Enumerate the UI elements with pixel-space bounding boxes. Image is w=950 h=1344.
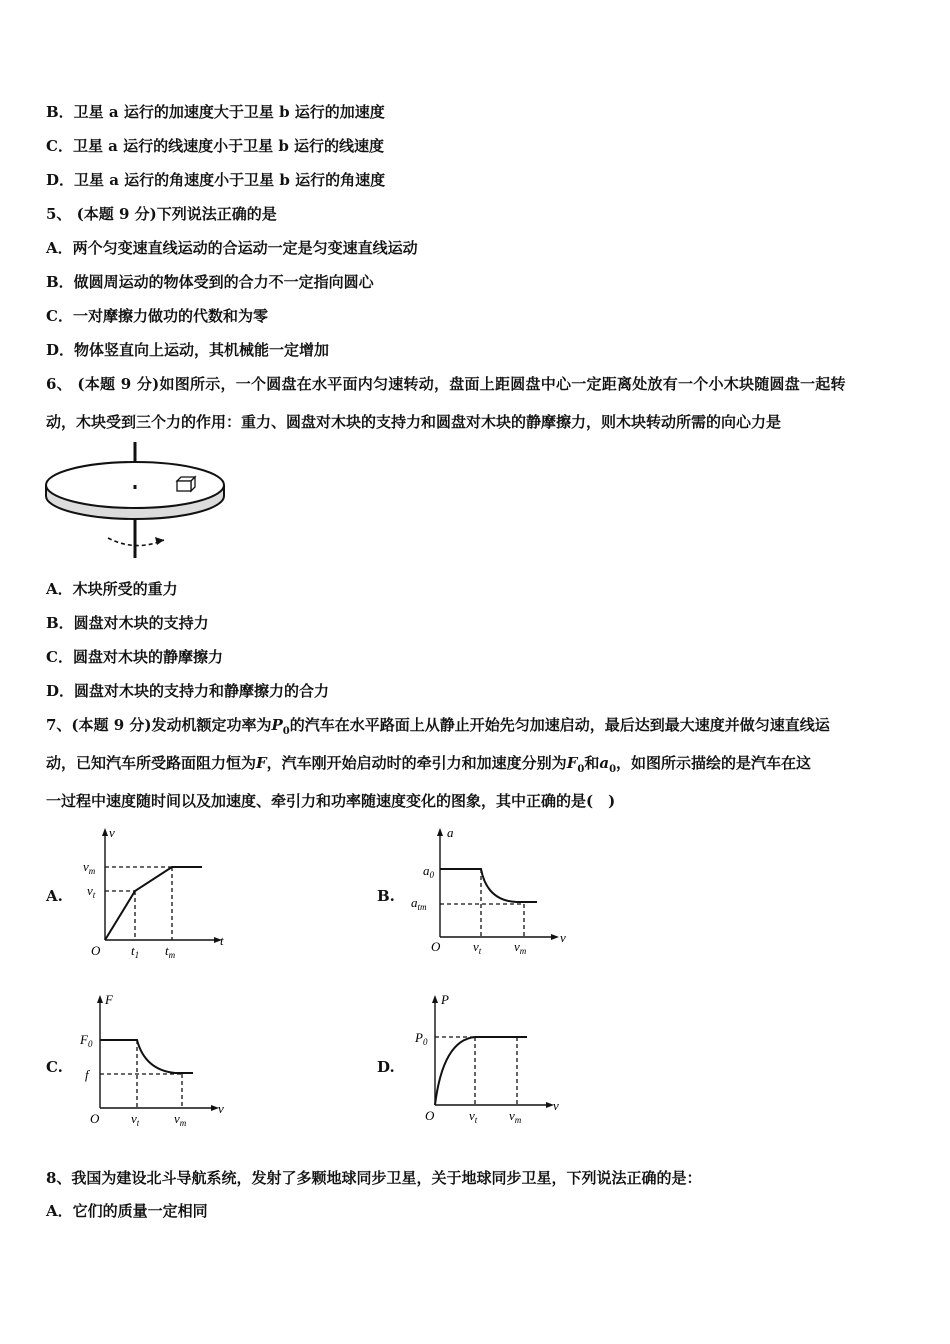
q5-option-a: A．两个匀变速直线运动的合运动一定是匀变速直线运动 [46,239,418,257]
q5-option-c: C．一对摩擦力做功的代数和为零 [46,307,268,325]
axis-label-v: v [560,930,566,945]
q5-option-d: D．物体竖直向上运动，其机械能一定增加 [46,341,330,359]
q6-option-b: B．圆盘对木块的支持力 [46,614,209,632]
q6-stem-line2: 动，木块受到三个力的作用：重力、圆盘对木块的支持力和圆盘对木块的静摩擦力，则木块转动所需的向心力是 [46,413,782,431]
graph-c-force-velocity [75,990,235,1130]
axis-label-t: t [220,933,224,948]
tick-vt: $v_t$ [473,939,482,956]
tick-f: f [85,1067,89,1082]
tick-F0: $F_0$ [80,1032,93,1049]
origin-label: O [431,939,441,954]
q7-option-a-label: A. [46,887,63,905]
axis-label-F: F [105,992,113,1007]
q4-option-c: C．卫星 a 运行的线速度小于卫星 b 运行的线速度 [46,137,385,155]
origin-label: O [90,1111,100,1126]
q7-stem-line3: 一过程中速度随时间以及加速度、牵引力和功率随速度变化的图象，其中正确的是( ) [46,792,616,810]
tick-t1: $t_1$ [131,943,140,960]
tick-P0: $P_0$ [415,1030,428,1047]
q8-option-a: A．它们的质量一定相同 [46,1202,208,1220]
tick-vt: $v_t$ [87,883,96,900]
origin-label: O [425,1108,435,1123]
q7-option-d-label: D. [377,1058,395,1076]
q7-stem-line2: 动，已知汽车所受路面阻力恒为F，汽车刚开始启动时的牵引力和加速度分别为$F_0$和$a_0$，如图所示描绘的是汽车在这 [46,754,812,775]
axis-label-v: v [553,1098,559,1113]
axis-label-v: v [218,1101,224,1116]
origin-label: O [91,943,101,958]
q6-option-d: D．圆盘对木块的支持力和静摩擦力的合力 [46,682,330,700]
tick-vm: $v_m$ [514,939,527,956]
axis-label-P: P [441,992,449,1007]
graph-d-power-velocity [405,990,565,1130]
graph-a-velocity-time [75,825,235,965]
wood-block [177,477,195,491]
tick-a0: $a_0$ [423,863,434,880]
tick-vm: $v_m$ [174,1111,187,1128]
rotating-disk-figure [40,440,240,565]
axis-label-a: a [447,825,454,840]
q7-option-c-label: C. [46,1058,63,1076]
q4-option-b: B．卫星 a 运行的加速度大于卫星 b 运行的加速度 [46,103,385,121]
q6-option-a: A．木块所受的重力 [46,580,178,598]
q4-option-d: D．卫星 a 运行的角速度小于卫星 b 运行的角速度 [46,171,386,189]
q7-option-b-label: B. [377,887,395,905]
axis-label-v: v [109,825,115,840]
tick-atm: $a_{tm}$ [411,895,427,912]
q5-stem: 5、 (本题 9 分)下列说法正确的是 [46,205,277,223]
tick-vt: $v_t$ [469,1108,478,1125]
graph-b-acceleration-velocity [405,825,575,960]
tick-vm: $v_m$ [83,859,96,876]
tick-vm: $v_m$ [509,1108,522,1125]
tick-tm: $t_m$ [165,943,176,960]
q5-option-b: B．做圆周运动的物体受到的合力不一定指向圆心 [46,273,374,291]
q7-stem-line1: 7、(本题 9 分)发动机额定功率为$P_0$的汽车在水平路面上从静止开始先匀加速启动，最后达到最大速度并做匀速直线运 [46,716,830,737]
q8-stem: 8、我国为建设北斗导航系统，发射了多颗地球同步卫星，关于地球同步卫星，下列说法正确的是： [46,1169,702,1187]
q6-stem-line1: 6、 (本题 9 分)如图所示，一个圆盘在水平面内匀速转动，盘面上距圆盘中心一定距离处放有一个小木块随圆盘一起转 [46,375,846,393]
tick-vt: $v_t$ [131,1111,140,1128]
q6-option-c: C．圆盘对木块的静摩擦力 [46,648,223,666]
